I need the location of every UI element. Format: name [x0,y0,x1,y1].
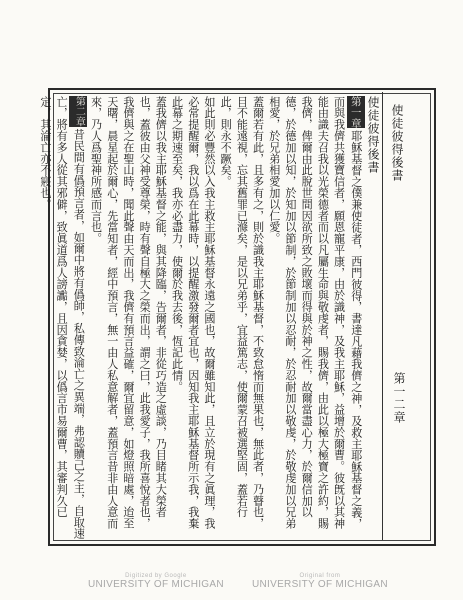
chapter-tag-1: 第一章 [347,96,365,128]
text-column-block-1: 蓋爾若有此，且多有之，則於識我主耶穌基督，不致怠惰而無果也，無此者，乃瞽也，目不能遠視，忘其舊罪已滌矣，是以兄弟乎，宜益篤志，使爾蒙召被選堅固，蓋若行此，則永不蹶矣。 [219,96,265,530]
chapter-2-paragraph [37,96,88,540]
book-heading: 使徒彼得後書 [366,96,380,174]
chapter-1-paragraph [266,96,365,540]
chapter-tag-2: 第二章 [69,96,87,127]
watermark-digitized-source: UNIVERSITY OF MICHIGAN [88,579,224,590]
chapter-2-intro: 昔民間有僞預言者，如爾中將有僞師，私傳致淪亡之異端，弗認贖己之主，自取速亡，將有多人從其邪僻，致眞道爲人謗讟，且因貪婪，以僞言市易爾曹，其審判久已定，其淪亡亦不寢也。 [38,96,86,540]
text-column-block-2: 如此則必豐然以入我主救主耶穌基督永遠之國也，故爾雖知此，且立於現有之眞理，我必常提醒爾，我以爲在此幕時，以提醒激發爾者宜也，因知我主耶穌基督所示我，我棄此幕之期速至矣，我亦必盡力，使爾於我去後，恆記此情。 [170,96,216,530]
chapter-1-intro: 耶穌基督之僕兼使徒者，西門彼得，書達凡藉我儕之神，及救主耶穌基督之義，而與我儕共獲寶信者，願恩寵平康，由於識神，及我主耶穌，益增於爾曹。彼旣以其神能由識夫召我以光榮德者而以凡屬生命與敬虔者，賜我儕，由此以極大極寶之許約，賜我儕，俾爾由此脫世間因欲所致之敗壞而得與於神之性，故爾當盡心力，於爾信加以德，於德加以知，於知加以節制，於節制加以忍耐，於忍耐加以敬虔，於敬虔加以兄弟相愛，於兄弟相愛加以仁愛。 [267,96,363,530]
main-text [38,96,381,540]
running-head-title: 使徒彼得後書 [390,104,404,182]
watermark-original-label: Original from [299,573,341,579]
running-head-chapter: 第一二章 [392,372,406,424]
watermark-digitized [88,573,224,590]
text-column-block-3: 蓋我儕以我主耶穌基督之能，與其降臨，告爾者，非從巧造之虛談，乃目睹其大榮者也，蓋彼由父神受尊榮，時有聲自極大之榮而出，謂之曰，此我愛子，我所喜悅者也，我儕與之在聖山時，聞此聲由天而出，我儕有預言益確，爾宜留意，如燈照暗處，迨至天曙，晨星起於爾心，先當知者，經中預言，無一由人私意解者，蓋預言昔非由人意而來，乃人爲聖神所感而言也。 [89,96,168,530]
watermark-original [252,573,388,590]
running-head-divider [382,92,383,540]
watermark-digitized-label: Digitized by Google [125,573,187,579]
watermark-original-source: UNIVERSITY OF MICHIGAN [252,579,388,590]
